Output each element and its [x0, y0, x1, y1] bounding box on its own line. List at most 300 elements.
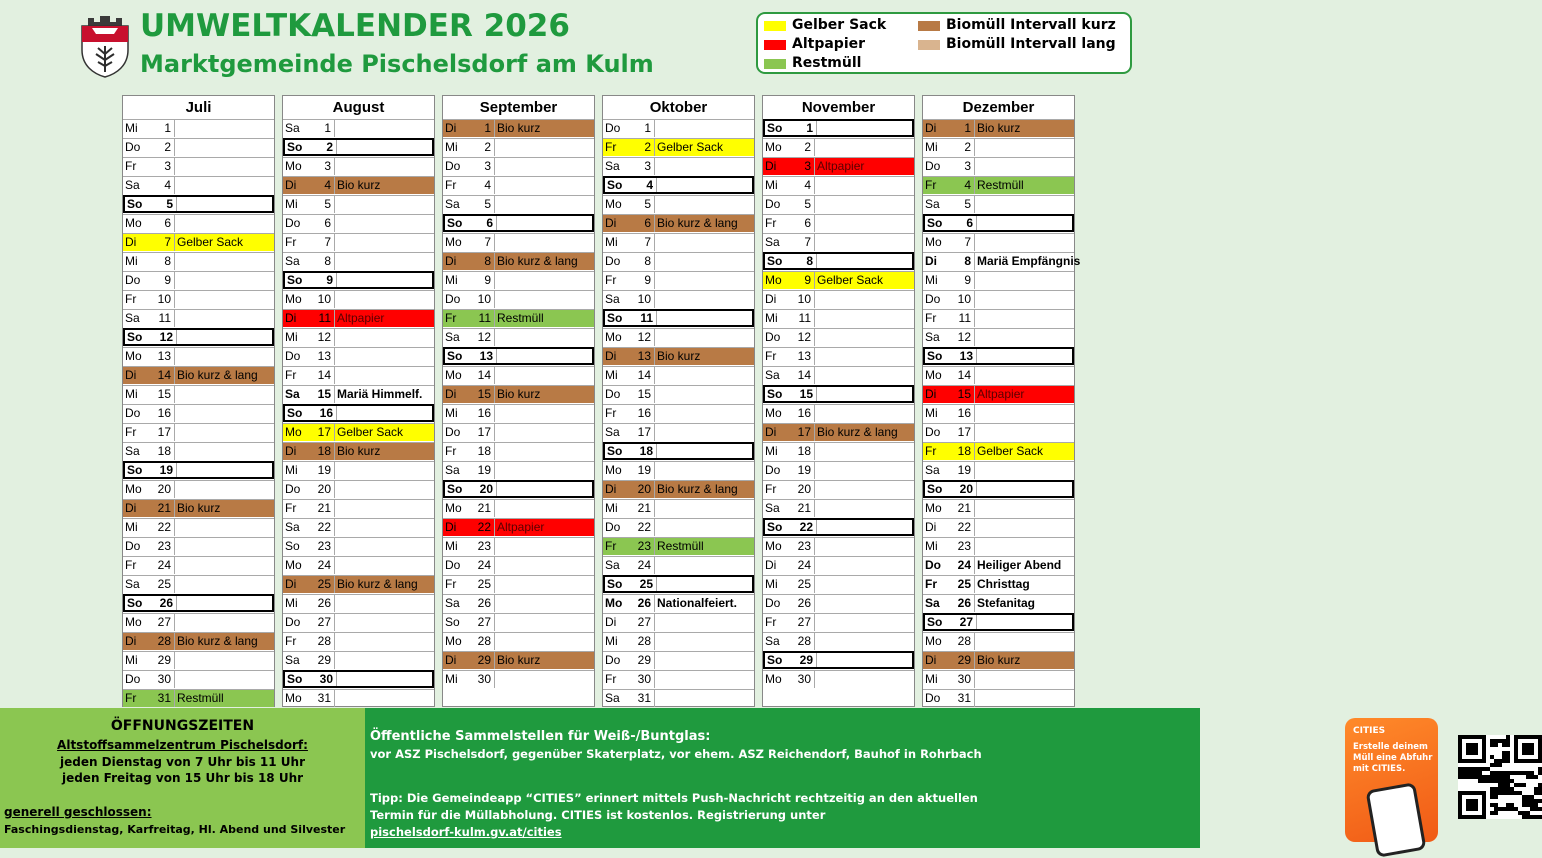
- event-cell: [175, 671, 274, 688]
- day-number-cell: 27: [954, 615, 977, 629]
- day-number-cell: 20: [312, 481, 335, 498]
- event-cell: Bio kurz & lang: [657, 482, 738, 496]
- day-number-cell: 11: [634, 311, 657, 325]
- event-cell: [655, 633, 754, 650]
- event-cell: [815, 405, 914, 422]
- event-cell: [655, 557, 754, 574]
- calendar-day-row: [763, 195, 914, 213]
- weekday-cell: Sa: [285, 653, 300, 667]
- closed-days: Faschingsdienstag, Karfreitag, Hl. Abend und Silvester: [4, 823, 346, 836]
- day-number-cell: 12: [312, 329, 335, 346]
- event-cell: [337, 140, 432, 154]
- weekday-cell: Do: [925, 425, 941, 439]
- day-number-cell: 5: [312, 196, 335, 213]
- weekday-cell: Di: [765, 425, 777, 439]
- event-cell: [975, 139, 1074, 156]
- weekday-cell: So: [767, 254, 783, 268]
- weekday-cell: Di: [925, 520, 937, 534]
- day-number-cell: 11: [312, 310, 335, 327]
- calendar-day-row: [763, 366, 914, 384]
- event-cell: [175, 253, 274, 270]
- event-cell: [815, 595, 914, 612]
- weekday-cell: Sa: [605, 425, 620, 439]
- calendar-day-row: [603, 176, 754, 194]
- weekday-cell: Do: [445, 292, 461, 306]
- calendar-day-row: [923, 632, 1074, 650]
- event-cell: [177, 463, 272, 477]
- weekday-cell: Di: [605, 216, 617, 230]
- weekday-cell: Do: [285, 349, 301, 363]
- day-number-cell: 21: [152, 500, 175, 517]
- event-cell: [335, 348, 434, 365]
- calendar-day-row: [603, 309, 754, 327]
- weekday-cell: Do: [925, 292, 941, 306]
- day-number-cell: 16: [152, 405, 175, 422]
- calendar-day-row: [443, 613, 594, 631]
- day-number-cell: 9: [952, 272, 975, 289]
- calendar-day-row: [123, 461, 274, 479]
- event-cell: [175, 652, 274, 669]
- day-number-cell: 25: [312, 576, 335, 593]
- event-cell: [495, 576, 594, 593]
- day-number-cell: 8: [794, 254, 817, 268]
- calendar-day-row: [923, 461, 1074, 479]
- calendar-day-row: [443, 594, 594, 612]
- day-number-cell: 11: [952, 310, 975, 327]
- calendar-day-row: [923, 423, 1074, 441]
- event-cell: [655, 386, 754, 403]
- weekday-cell: Mi: [125, 387, 138, 401]
- day-number-cell: 3: [152, 158, 175, 175]
- calendar-day-row: [603, 499, 754, 517]
- weekday-cell: So: [447, 349, 463, 363]
- event-cell: [655, 272, 754, 289]
- calendar-day-row: [283, 347, 434, 365]
- calendar-day-row: [123, 328, 274, 346]
- calendar-day-row: [763, 442, 914, 460]
- event-cell: Bio kurz: [977, 121, 1021, 135]
- event-cell: [975, 272, 1074, 289]
- day-number-cell: 22: [632, 519, 655, 536]
- weekday-cell: Do: [605, 653, 621, 667]
- day-number-cell: 2: [152, 139, 175, 156]
- day-number-cell: 10: [472, 291, 495, 308]
- day-number-cell: 6: [632, 215, 655, 232]
- day-number-cell: 28: [152, 633, 175, 650]
- weekday-cell: Do: [125, 672, 141, 686]
- weekday-cell: Di: [285, 444, 297, 458]
- event-cell: [975, 158, 1074, 175]
- calendar-day-row: [283, 138, 434, 156]
- weekday-cell: Fr: [605, 140, 617, 154]
- calendar-day-row: [763, 385, 914, 403]
- day-number-cell: 21: [632, 500, 655, 517]
- day-number-cell: 19: [154, 463, 177, 477]
- event-cell: Bio kurz: [497, 121, 541, 135]
- day-number-cell: 29: [472, 652, 495, 669]
- event-cell: [817, 653, 912, 667]
- calendar-day-row: [283, 518, 434, 536]
- weekday-cell: So: [927, 482, 943, 496]
- calendar-day-row: [923, 385, 1074, 403]
- day-number-cell: 31: [632, 690, 655, 707]
- event-cell: [337, 273, 432, 287]
- day-number-cell: 20: [474, 482, 497, 496]
- weekday-cell: Di: [125, 368, 137, 382]
- weekday-cell: So: [767, 387, 783, 401]
- calendar-day-row: [443, 556, 594, 574]
- day-number-cell: 30: [152, 671, 175, 688]
- weekday-cell: Mi: [125, 121, 138, 135]
- event-cell: [495, 595, 594, 612]
- weekday-cell: Mi: [445, 406, 458, 420]
- calendar-day-row: [603, 157, 754, 175]
- weekday-cell: Do: [925, 159, 941, 173]
- weekday-cell: Mo: [285, 292, 302, 306]
- weekday-cell: Mi: [125, 653, 138, 667]
- month-column: [602, 95, 755, 707]
- event-cell: [175, 139, 274, 156]
- weekday-cell: Fr: [605, 406, 617, 420]
- event-cell: [815, 196, 914, 213]
- calendar-day-row: [603, 461, 754, 479]
- weekday-cell: Mi: [765, 311, 778, 325]
- calendar-day-row: [763, 480, 914, 498]
- calendar-day-row: [763, 233, 914, 251]
- event-cell: [975, 424, 1074, 441]
- calendar-day-row: [123, 613, 274, 631]
- page-title: UMWELTKALENDER 2026: [140, 8, 570, 44]
- event-cell: [177, 596, 272, 610]
- event-cell: [975, 310, 1074, 327]
- calendar-day-row: [763, 594, 914, 612]
- weekday-cell: Sa: [765, 368, 780, 382]
- day-number-cell: 4: [312, 177, 335, 194]
- day-number-cell: 16: [792, 405, 815, 422]
- glass-collection-locations: vor ASZ Pischelsdorf, gegenüber Skaterplatz, vor ehem. ASZ Reichendorf, Bauhof in Rohrbach: [370, 747, 982, 761]
- event-cell: Bio kurz: [657, 349, 701, 363]
- day-number-cell: 20: [632, 481, 655, 498]
- event-cell: [655, 690, 754, 707]
- calendar-day-row: [763, 613, 914, 631]
- event-cell: [655, 462, 754, 479]
- weekday-cell: So: [447, 216, 463, 230]
- event-cell: Mariä Himmelf.: [337, 387, 423, 401]
- weekday-cell: Fr: [605, 539, 617, 553]
- weekday-cell: So: [607, 178, 623, 192]
- legend-swatch: [764, 40, 786, 50]
- event-cell: [335, 652, 434, 669]
- event-cell: [175, 424, 274, 441]
- event-cell: [175, 215, 274, 232]
- calendar-day-row: [283, 613, 434, 631]
- weekday-cell: Di: [765, 292, 777, 306]
- day-number-cell: 5: [952, 196, 975, 213]
- day-number-cell: 27: [472, 614, 495, 631]
- calendar-day-row: [123, 404, 274, 422]
- calendar-day-row: [923, 651, 1074, 669]
- day-number-cell: 21: [472, 500, 495, 517]
- weekday-cell: Mo: [125, 615, 142, 629]
- calendar-day-row: [123, 632, 274, 650]
- event-cell: [335, 291, 434, 308]
- calendar-day-row: [603, 518, 754, 536]
- calendar-day-row: [283, 366, 434, 384]
- calendar-day-row: [923, 670, 1074, 688]
- event-cell: [495, 557, 594, 574]
- day-number-cell: 9: [314, 273, 337, 287]
- weekday-cell: Mi: [765, 577, 778, 591]
- day-number-cell: 29: [952, 652, 975, 669]
- calendar-day-row: [923, 404, 1074, 422]
- event-cell: [975, 519, 1074, 536]
- weekday-cell: Mo: [765, 273, 782, 287]
- day-number-cell: 10: [952, 291, 975, 308]
- day-number-cell: 22: [472, 519, 495, 536]
- calendar-day-row: [923, 613, 1074, 631]
- day-number-cell: 28: [632, 633, 655, 650]
- calendar-day-row: [763, 632, 914, 650]
- calendar-day-row: [603, 594, 754, 612]
- weekday-cell: Mo: [285, 558, 302, 572]
- weekday-cell: Mo: [285, 159, 302, 173]
- event-cell: [495, 462, 594, 479]
- calendar-day-row: [763, 138, 914, 156]
- weekday-cell: Sa: [925, 197, 940, 211]
- calendar-day-row: [443, 176, 594, 194]
- weekday-cell: Fr: [285, 235, 297, 249]
- day-number-cell: 13: [474, 349, 497, 363]
- event-cell: [335, 538, 434, 555]
- calendar-day-row: [603, 233, 754, 251]
- event-cell: [655, 196, 754, 213]
- event-cell: [337, 672, 432, 686]
- day-number-cell: 2: [952, 139, 975, 156]
- event-cell: Altpapier: [337, 311, 385, 325]
- calendar-day-row: [763, 670, 914, 688]
- calendar-day-row: [123, 670, 274, 688]
- event-cell: [335, 595, 434, 612]
- day-number-cell: 19: [312, 462, 335, 479]
- event-cell: [175, 272, 274, 289]
- calendar-day-row: [923, 594, 1074, 612]
- calendar-day-row: [283, 157, 434, 175]
- weekday-cell: Mi: [445, 140, 458, 154]
- event-cell: [655, 234, 754, 251]
- day-number-cell: 1: [312, 120, 335, 137]
- day-number-cell: 25: [152, 576, 175, 593]
- weekday-cell: Fr: [925, 444, 937, 458]
- event-cell: Mariä Empfängnis: [977, 254, 1081, 268]
- weekday-cell: Sa: [605, 691, 620, 705]
- day-number-cell: 6: [474, 216, 497, 230]
- weekday-cell: Fr: [445, 444, 457, 458]
- calendar-day-row: [923, 499, 1074, 517]
- calendar-day-row: [763, 499, 914, 517]
- event-cell: Bio kurz: [497, 387, 541, 401]
- weekday-cell: Fr: [765, 216, 777, 230]
- event-cell: [815, 633, 914, 650]
- calendar-day-row: [443, 138, 594, 156]
- weekday-cell: Mo: [605, 596, 623, 610]
- day-number-cell: 7: [312, 234, 335, 251]
- closed-title: generell geschlossen:: [4, 805, 152, 819]
- event-cell: Restmüll: [657, 539, 704, 553]
- event-cell: [335, 557, 434, 574]
- calendar-day-row: [923, 290, 1074, 308]
- event-cell: [655, 253, 754, 270]
- event-cell: [335, 633, 434, 650]
- day-number-cell: 23: [632, 538, 655, 555]
- event-cell: Altpapier: [497, 520, 545, 534]
- legend-swatch: [764, 59, 786, 69]
- day-number-cell: 15: [472, 386, 495, 403]
- calendar-day-row: [763, 176, 914, 194]
- day-number-cell: 21: [952, 500, 975, 517]
- day-number-cell: 20: [152, 481, 175, 498]
- event-cell: [335, 253, 434, 270]
- event-cell: [495, 538, 594, 555]
- cities-app-promo[interactable]: [1345, 718, 1438, 842]
- day-number-cell: 12: [792, 329, 815, 346]
- calendar-day-row: [123, 290, 274, 308]
- weekday-cell: Sa: [605, 292, 620, 306]
- event-cell: [175, 177, 274, 194]
- event-cell: [495, 633, 594, 650]
- weekday-cell: Fr: [285, 368, 297, 382]
- calendar-day-row: [443, 442, 594, 460]
- day-number-cell: 19: [632, 462, 655, 479]
- calendar-day-row: [603, 138, 754, 156]
- calendar-day-row: [923, 271, 1074, 289]
- day-number-cell: 14: [312, 367, 335, 384]
- day-number-cell: 6: [312, 215, 335, 232]
- weekday-cell: So: [447, 482, 463, 496]
- day-number-cell: 9: [632, 272, 655, 289]
- event-cell: [495, 329, 594, 346]
- calendar-day-row: [763, 404, 914, 422]
- day-number-cell: 24: [792, 557, 815, 574]
- event-cell: [175, 443, 274, 460]
- day-number-cell: 2: [472, 139, 495, 156]
- month-header: Juli: [185, 99, 212, 116]
- weekday-cell: Mo: [925, 634, 942, 648]
- legend-item-altpapier: [764, 35, 865, 54]
- day-number-cell: 10: [152, 291, 175, 308]
- calendar-day-row: [443, 670, 594, 688]
- event-cell: [335, 120, 434, 137]
- weekday-cell: Fr: [285, 634, 297, 648]
- weekday-cell: Do: [445, 159, 461, 173]
- event-cell: [977, 615, 1072, 629]
- event-cell: [175, 481, 274, 498]
- event-cell: [495, 139, 594, 156]
- day-number-cell: 13: [632, 348, 655, 365]
- calendar-day-row: [123, 442, 274, 460]
- event-cell: [655, 652, 754, 669]
- event-cell: [975, 462, 1074, 479]
- opening-hours-friday: jeden Freitag von 15 Uhr bis 18 Uhr: [61, 771, 304, 785]
- calendar-day-row: [123, 689, 274, 707]
- event-cell: [335, 500, 434, 517]
- weekday-cell: Do: [765, 330, 781, 344]
- event-cell: [815, 538, 914, 555]
- day-number-cell: 14: [152, 367, 175, 384]
- event-cell: [175, 614, 274, 631]
- calendar-day-row: [443, 347, 594, 365]
- month-column: [762, 95, 915, 707]
- day-number-cell: 29: [152, 652, 175, 669]
- day-number-cell: 12: [472, 329, 495, 346]
- day-number-cell: 26: [472, 595, 495, 612]
- calendar-day-row: [283, 176, 434, 194]
- day-number-cell: 13: [312, 348, 335, 365]
- app-tip-line-1: Tipp: Die Gemeindeapp “CITIES” erinnert mittels Push-Nachricht rechtzeitig an den aktuellen: [370, 791, 978, 805]
- event-cell: [655, 158, 754, 175]
- event-cell: [495, 424, 594, 441]
- weekday-cell: Do: [125, 140, 141, 154]
- day-number-cell: 1: [794, 121, 817, 135]
- day-number-cell: 9: [152, 272, 175, 289]
- day-number-cell: 16: [952, 405, 975, 422]
- calendar-day-row: [443, 632, 594, 650]
- weekday-cell: Do: [445, 425, 461, 439]
- day-number-cell: 27: [312, 614, 335, 631]
- calendar-day-row: [123, 556, 274, 574]
- day-number-cell: 11: [152, 310, 175, 327]
- calendar-day-row: [283, 499, 434, 517]
- weekday-cell: Fr: [925, 178, 937, 192]
- calendar-day-row: [923, 119, 1074, 137]
- weekday-cell: Do: [125, 273, 141, 287]
- weekday-cell: Sa: [285, 121, 300, 135]
- weekday-cell: So: [445, 615, 460, 629]
- day-number-cell: 5: [632, 196, 655, 213]
- calendar-day-row: [443, 233, 594, 251]
- event-cell: [975, 405, 1074, 422]
- event-cell: Bio kurz: [977, 653, 1021, 667]
- event-cell: Bio kurz: [337, 444, 381, 458]
- registration-link[interactable]: pischelsdorf-kulm.gv.at/cities: [370, 825, 562, 839]
- event-cell: [175, 158, 274, 175]
- weekday-cell: Di: [125, 501, 137, 515]
- weekday-cell: Mo: [125, 482, 142, 496]
- calendar-day-row: [283, 556, 434, 574]
- calendar-day-row: [603, 119, 754, 137]
- calendar-day-row: [923, 157, 1074, 175]
- day-number-cell: 27: [152, 614, 175, 631]
- cities-slogan: Erstelle deinem Müll eine Abfuhr mit CITIES.: [1353, 742, 1433, 774]
- legend-label: Restmüll: [792, 55, 862, 71]
- calendar-day-row: [123, 423, 274, 441]
- day-number-cell: 28: [952, 633, 975, 650]
- day-number-cell: 16: [472, 405, 495, 422]
- day-number-cell: 8: [952, 253, 975, 270]
- municipal-crest-icon: [78, 12, 132, 78]
- weekday-cell: Sa: [285, 387, 300, 401]
- day-number-cell: 3: [312, 158, 335, 175]
- day-number-cell: 15: [794, 387, 817, 401]
- weekday-cell: Mo: [125, 349, 142, 363]
- weekday-cell: Mo: [445, 368, 462, 382]
- calendar-day-row: [123, 252, 274, 270]
- calendar-day-row: [603, 689, 754, 707]
- day-number-cell: 14: [792, 367, 815, 384]
- qr-code-icon[interactable]: [1458, 735, 1542, 819]
- weekday-cell: Di: [445, 520, 457, 534]
- day-number-cell: 31: [152, 690, 175, 707]
- weekday-cell: Mi: [125, 254, 138, 268]
